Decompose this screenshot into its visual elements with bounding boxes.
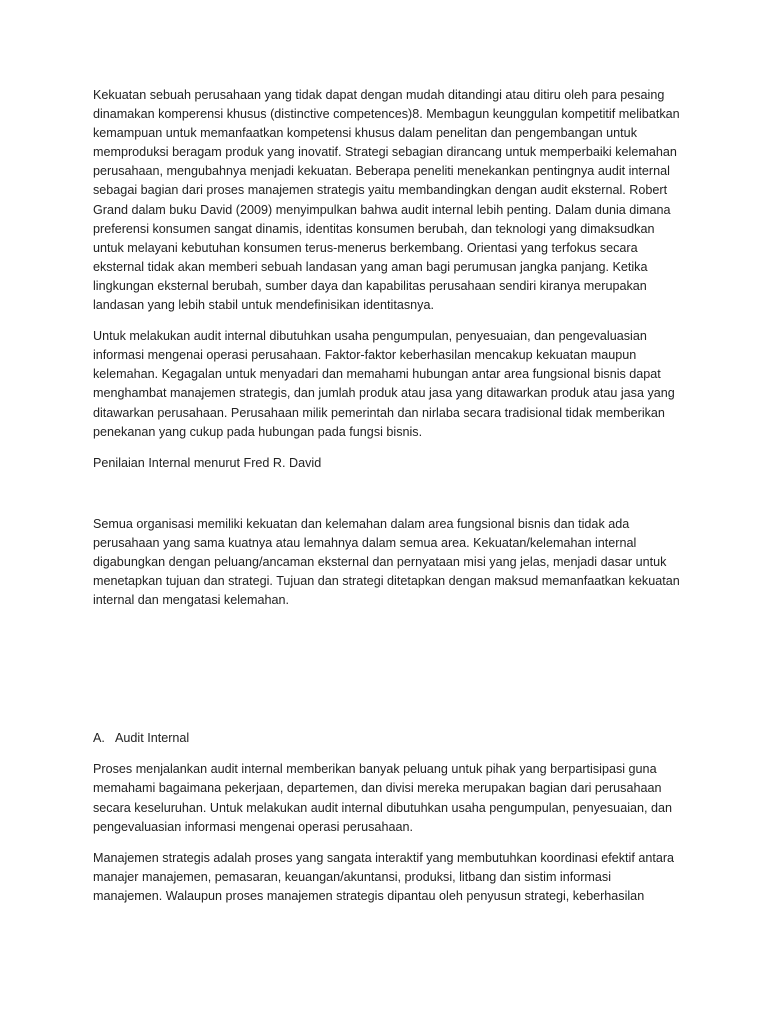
paragraph-audit-process: Proses menjalankan audit internal memberikan banyak peluang untuk pihak yang berpartisipasi guna memahami bagaimana pekerjaan, departemen, dan divisi mereka merupakan bagian dari perusahaan secara keseluruhan. Untuk melakukan audit internal dibutuhkan usaha pengumpulan, penyesuaian, dan pengevaluasian informasi mengenai operasi perusahaan. [93,762,673,834]
paragraph-organizational-strengths: Semua organisasi memiliki kekuatan dan kelemahan dalam area fungsional bisnis dan tidak ada perusahaan yang sama kuatnya atau lemahnya dalam semua area. Kekuatan/kelemahan internal digabungkan dengan peluang/ancaman eksternal dan pernyataan misi yang jelas, menjadi dasar untuk menetapkan tujuan dan strategi. Tujuan dan strategi ditetapkan dengan maksud memanfaatkan kekuatan internal dan mengatasi kelemahan. [93,516,680,608]
section-letter: A. [93,731,105,746]
document-body [93,86,683,918]
section-title: Audit Internal [115,731,190,746]
heading-fred-david: Penilaian Internal menurut Fred R. David [93,455,322,470]
paragraph-distinctive-competences: Kekuatan sebuah perusahaan yang tidak dapat dengan mudah ditandingi atau ditiru oleh para pesaing dinamakan komperensi khusus (distinctive competences)8. Membagun keunggulan kompetitif melibatkan kemampuan untuk memanfaatkan kompetensi khusus dalam penelitan dan pengembangan untuk memproduksi beragam produk yang inovatif. Strategi sebagian dirancang untuk memperbaiki kelemahan perusahaan, mengubahnya menjadi kekuatan. Beberapa peneliti menekankan pentingnya audit internal sebagai bagian dari proses manajemen strategis yaitu membandingkan dengan audit eksternal. Robert Grand dalam buku David (2009) menyimpulkan bahwa audit internal lebih penting. Dalam dunia dimana preferensi konsumen sangat dinamis, identitas konsumen berubah, dan teknologi yang dimaksudkan untuk melayani kebutuhan konsumen terus-menerus berkembang. Orientasi yang terfokus secara eksternal tidak akan memberi sebuah landasan yang aman bagi perumusan jangka panjang. Ketika lingkungan eksternal berubah, sumber daya dan kapabilitas perusahaan sendiri kiranya merupakan landasan yang lebih stabil untuk mendefinisikan identitasnya. [93,88,680,313]
paragraph-strategic-management: Manajemen strategis adalah proses yang sangata interaktif yang membutuhkan koordinasi efektif antara manajer manajemen, pemasaran, keuangan/akuntansi, produksi, litbang dan sistim informasi manajemen. Walaupun proses manajemen strategis dipantau oleh penyusun strategi, keberhasilan [93,850,675,903]
paragraph-audit-requirements: Untuk melakukan audit internal dibutuhkan usaha pengumpulan, penyesuaian, dan pengevaluasian informasi mengenai operasi perusahaan. Faktor-faktor keberhasilan mencakup kekuatan maupun kelemahan. Kegagalan untuk menyadari dan memahami hubungan antar area fungsional bisnis dapat menghambat manajemen strategis, dan jumlah produk atau jasa yang ditawarkan produk atau jasa yang ditawarkan perusahaan. Perusahaan milik pemerintah dan nirlaba secara tradisional tidak memberikan penekanan yang cukup pada hubungan pada fungsi bisnis. [93,329,675,439]
section-heading-audit-internal [93,729,683,748]
